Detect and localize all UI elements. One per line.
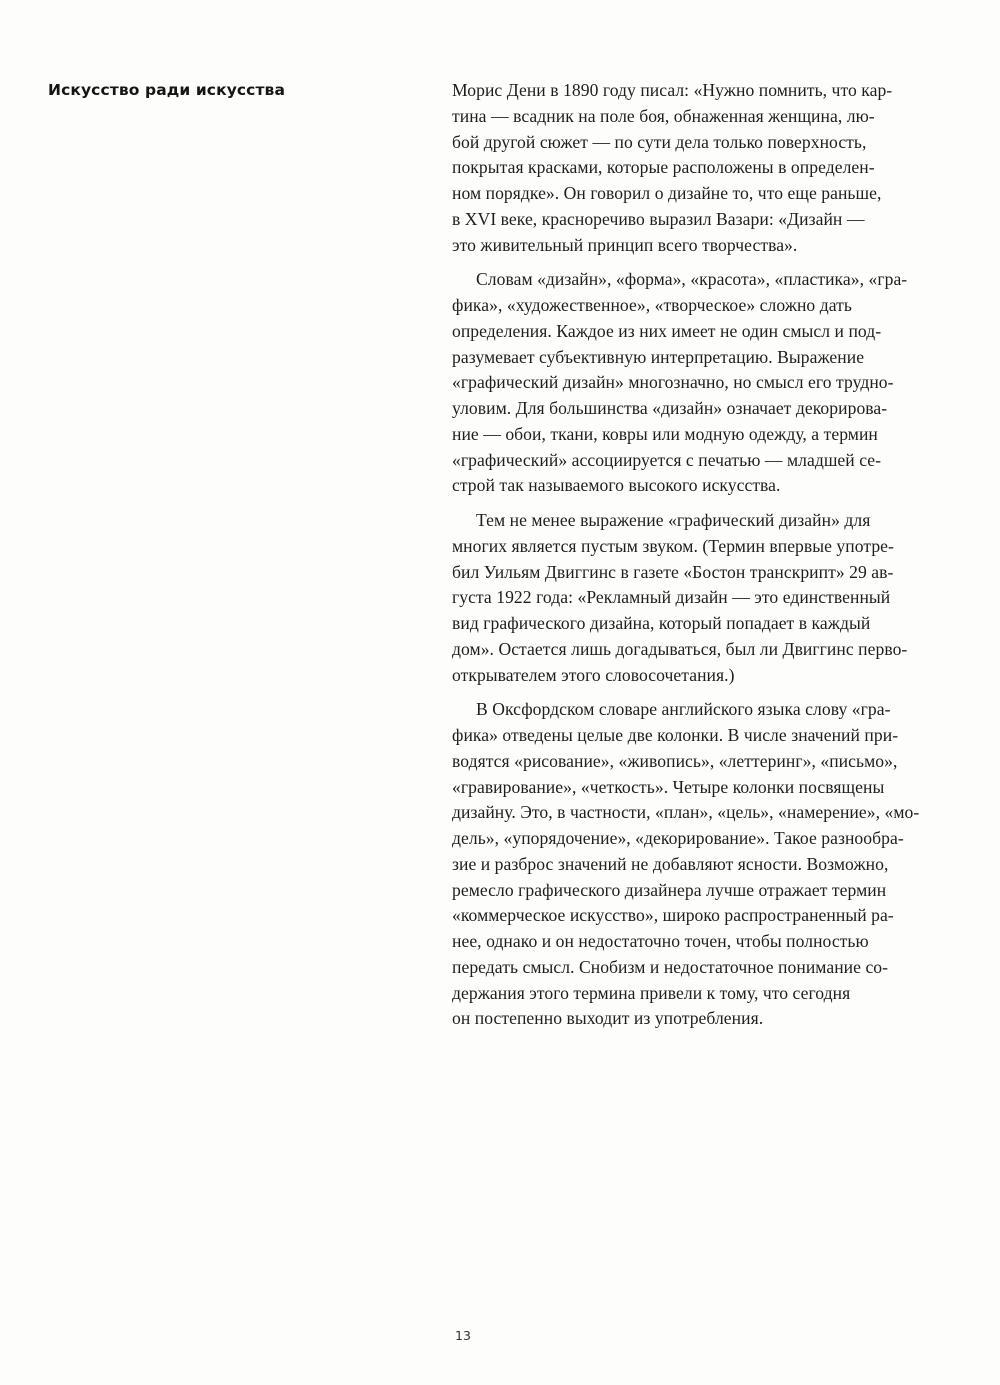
text-line: зие и разброс значений не добавляют ясности. Возможно, (452, 853, 889, 874)
text-line: фика», «художественное», «творческое» сложно дать (452, 295, 852, 315)
text-line: вид графического дизайна, который попадает в каждый (452, 613, 871, 633)
text-line: открывателем этого словосочетания.) (452, 664, 735, 685)
text-line: нее, однако и он недостаточно точен, чтобы полностью (452, 931, 869, 951)
text-line: «графический дизайн» многозначно, но смысл его трудно- (452, 372, 894, 393)
body-text-column (452, 78, 928, 1041)
text-line: это живительный принцип всего творчества». (452, 234, 798, 255)
text-line: Морис Дени в 1890 году писал: «Нужно помнить, что кар- (452, 80, 893, 100)
text-line: покрытая красками, которые расположены в определен- (452, 157, 875, 178)
text-line: он постепенно выходит из употребления. (452, 1008, 764, 1029)
paragraph-3 (452, 508, 928, 688)
text-line: строй так называемого высокого искусства. (452, 475, 781, 496)
text-line: фика» отведены целые две колонки. В числе значений при- (452, 725, 899, 745)
text-line: «гравирование», «четкость». Четыре колонки посвящены (452, 776, 885, 797)
text-line: передать смысл. Снобизм и недостаточное понимание со- (452, 956, 889, 977)
text-line: уловим. Для большинства «дизайн» означает декорирова- (452, 398, 888, 418)
page-number (0, 1327, 1000, 1345)
text-line: Тем не менее выражение «графический дизайн» для (476, 510, 871, 530)
text-line: определения. Каждое из них имеет не один смысл и под- (452, 320, 882, 341)
paragraph-4 (452, 697, 928, 1032)
text-line: густа 1922 года: «Рекламный дизайн — это единственный (452, 587, 891, 608)
text-line: бил Уильям Двиггинс в газете «Бостон транскрипт» 29 ав- (452, 561, 894, 582)
paragraph-2 (452, 267, 928, 499)
text-line: Словам «дизайн», «форма», «красота», «пластика», «гра- (476, 269, 908, 290)
page-number-text: 13 (455, 1328, 471, 1343)
text-line: ремесло графического дизайнера лучше отражает термин (452, 879, 887, 900)
text-line: В Оксфордском словаре английского языка слову «гра- (476, 699, 891, 720)
text-line: бой другой сюжет — по сути дела только поверхность, (452, 131, 867, 152)
text-line: держания этого термина привели к тому, что сегодня (452, 982, 851, 1003)
paragraph-1 (452, 78, 928, 258)
text-line: дом». Остается лишь догадываться, был ли Двиггинс перво- (452, 638, 908, 659)
text-line: дель», «упорядочение», «декорирование». Такое разнообра- (452, 828, 904, 848)
text-line: дизайну. Это, в частности, «план», «цель», «намерение», «мо- (452, 802, 920, 823)
section-heading: Искусство ради искусства (48, 81, 286, 99)
text-line: ном порядке». Он говорил о дизайне то, что еще раньше, (452, 183, 882, 203)
text-line: «графический» ассоциируется с печатью — младшей се- (452, 449, 882, 470)
text-line: многих является пустым звуком. (Термин впервые употре- (452, 535, 894, 556)
text-line: в XVI веке, красноречиво выразил Вазари: «Дизайн — (452, 208, 865, 229)
text-line: тина — всадник на поле боя, обнаженная женщина, лю- (452, 105, 875, 126)
text-line: разумевает субъективную интерпретацию. Выражение (452, 346, 865, 367)
text-line: ние — обои, ткани, ковры или модную одежду, а термин (452, 423, 878, 444)
text-line: водятся «рисование», «живопись», «леттеринг», «письмо», (452, 750, 898, 771)
text-line: «коммерческое искусство», широко распространенный ра- (452, 905, 894, 926)
